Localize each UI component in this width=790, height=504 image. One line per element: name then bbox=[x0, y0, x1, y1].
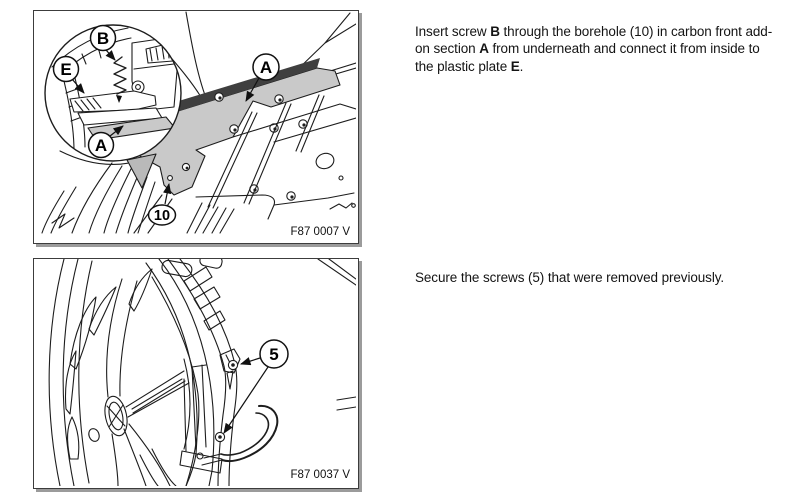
figure-f87-0007 bbox=[33, 10, 359, 244]
carbon-section-drawing bbox=[34, 11, 356, 241]
callout-10-label: 10 bbox=[153, 208, 171, 224]
figure2-caption: F87 0037 V bbox=[290, 469, 350, 481]
instruction-text-segment: . bbox=[519, 58, 524, 74]
callout-a-detail-label: A bbox=[94, 136, 108, 155]
part-letter-b: B bbox=[490, 23, 500, 39]
instruction-insert-screw bbox=[415, 23, 777, 76]
figure-f87-0037 bbox=[33, 258, 359, 489]
callout-e-label: E bbox=[60, 60, 72, 79]
instruction-text-segment: from underneath and connect it from inside to the plastic plate bbox=[415, 41, 760, 74]
instruction-text-segment: through the borehole (10) in carbon front add-on section bbox=[415, 23, 773, 56]
callout-a-main-label: A bbox=[259, 58, 273, 77]
wheel-arch-drawing bbox=[34, 259, 356, 486]
figure1-caption: F87 0007 V bbox=[290, 226, 350, 238]
instruction-text-segment: Secure the screws (5) that were removed previously. bbox=[415, 269, 725, 285]
wheel-line-art bbox=[49, 259, 356, 486]
callout-b-label: B bbox=[96, 29, 110, 48]
borehole-10 bbox=[168, 176, 173, 181]
instruction-text-segment: Insert screw bbox=[415, 23, 491, 39]
part-letter-a: A bbox=[479, 41, 489, 56]
callout-5 bbox=[224, 340, 288, 433]
part-letter-e: E bbox=[510, 58, 520, 74]
callout-5-label: 5 bbox=[269, 345, 279, 364]
instruction-secure-screws bbox=[415, 269, 777, 287]
